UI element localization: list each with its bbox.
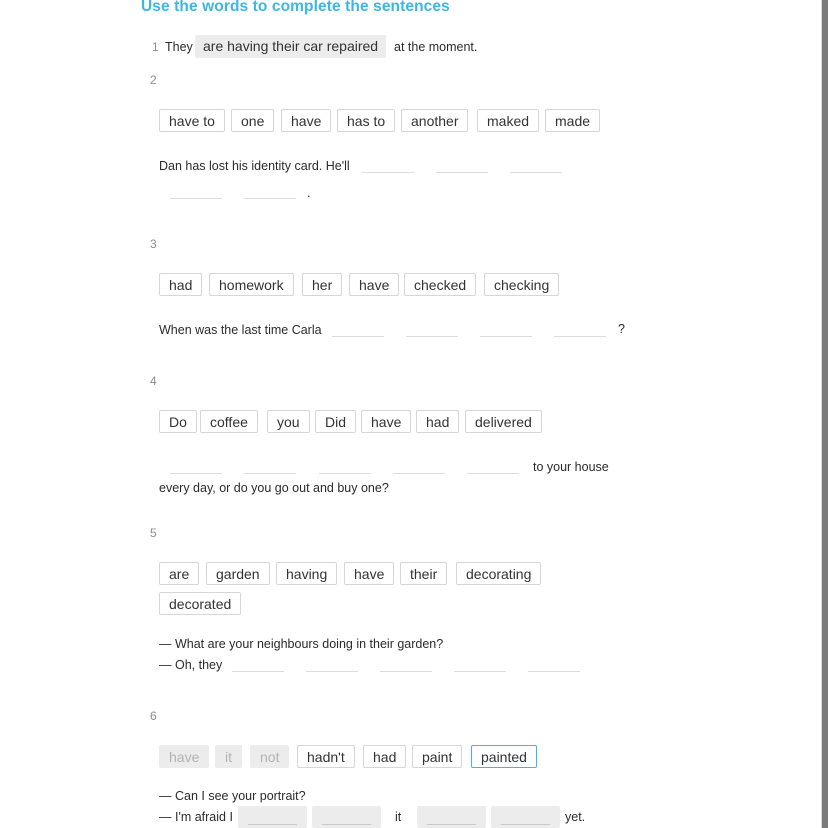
word-tile[interactable]: her [302, 273, 342, 296]
word-tile-used[interactable]: not [250, 745, 289, 768]
word-tile[interactable]: delivered [465, 410, 542, 433]
word-tile[interactable]: you [267, 410, 310, 433]
word-tile-selected[interactable]: painted [471, 745, 537, 768]
word-tile[interactable]: maked [477, 109, 539, 132]
answer-blank[interactable] [362, 172, 414, 173]
word-tile[interactable]: have [344, 562, 394, 585]
sentence-text: Dan has lost his identity card. He'll [159, 159, 350, 173]
word-tile[interactable]: are [159, 562, 199, 585]
dialogue-text: yet. [565, 810, 586, 824]
word-tile[interactable]: have to [159, 109, 225, 132]
scrollbar[interactable] [822, 0, 828, 828]
word-tile[interactable]: paint [412, 745, 462, 768]
sentence-text: . [307, 186, 311, 200]
answer-blank[interactable] [319, 473, 371, 474]
word-tile[interactable]: had [363, 745, 406, 768]
word-tile[interactable]: have [361, 410, 411, 433]
answer-blank[interactable] [454, 671, 506, 672]
question-number: 6 [150, 709, 157, 723]
question-number: 3 [150, 237, 157, 251]
answer-blank[interactable] [554, 336, 606, 337]
exercise-title: Use the words to complete the sentences [141, 0, 450, 15]
question-number: 1 [152, 40, 159, 54]
word-tile[interactable]: one [231, 109, 274, 132]
word-tile[interactable]: garden [206, 562, 270, 585]
word-tile-used[interactable]: have [159, 745, 209, 768]
answer-blank[interactable] [332, 336, 384, 337]
question-number: 2 [150, 73, 157, 87]
dialogue-line: — Can I see your portrait? [159, 789, 306, 803]
word-tile[interactable]: having [276, 562, 337, 585]
word-tile[interactable]: made [545, 109, 600, 132]
word-tile[interactable]: Do [159, 410, 197, 433]
answer-blank[interactable] [406, 336, 458, 337]
answer-blank[interactable] [467, 473, 519, 474]
answer-blank[interactable] [170, 198, 222, 199]
word-tile[interactable]: their [400, 562, 447, 585]
dialogue-text: it [395, 810, 402, 824]
word-tile[interactable]: hadn't [297, 745, 355, 768]
word-tile[interactable]: had [416, 410, 459, 433]
answer-slot[interactable] [312, 806, 381, 828]
answer-slot[interactable] [238, 806, 307, 828]
word-tile[interactable]: decorated [159, 592, 241, 615]
answer-blank[interactable] [480, 336, 532, 337]
sentence-text: at the moment. [394, 40, 478, 54]
word-tile[interactable]: Did [315, 410, 356, 433]
answer-blank[interactable] [510, 172, 562, 173]
sentence-text: every day, or do you go out and buy one? [159, 481, 389, 495]
word-tile[interactable]: coffee [200, 410, 258, 433]
answer-slot[interactable] [417, 806, 486, 828]
dialogue-line: — I'm afraid I [159, 810, 233, 824]
word-tile[interactable]: has to [337, 109, 395, 132]
answer-slot[interactable] [491, 806, 560, 828]
word-tile-used[interactable]: it [215, 745, 242, 768]
answer-blank[interactable] [170, 473, 222, 474]
word-tile[interactable]: decorating [456, 562, 541, 585]
word-tile[interactable]: homework [209, 273, 294, 296]
word-tile[interactable]: have [281, 109, 331, 132]
answer-blank[interactable] [232, 671, 284, 672]
sentence-text: When was the last time Carla [159, 323, 322, 337]
word-tile[interactable]: had [159, 273, 202, 296]
filled-answer[interactable]: are having their car repaired [195, 35, 386, 58]
word-tile[interactable]: checked [404, 273, 476, 296]
answer-blank[interactable] [244, 198, 296, 199]
sentence-text: to your house [533, 460, 609, 474]
answer-blank[interactable] [528, 671, 580, 672]
answer-blank[interactable] [380, 671, 432, 672]
answer-blank[interactable] [436, 172, 488, 173]
sentence-text: They [165, 40, 193, 54]
dialogue-line: — Oh, they [159, 658, 223, 672]
word-tile[interactable]: another [401, 109, 468, 132]
dialogue-line: — What are your neighbours doing in their garden? [159, 637, 444, 651]
answer-blank[interactable] [393, 473, 445, 474]
question-number: 4 [150, 374, 157, 388]
answer-blank[interactable] [244, 473, 296, 474]
sentence-text: ? [618, 322, 625, 336]
answer-blank[interactable] [306, 671, 358, 672]
word-tile[interactable]: have [349, 273, 399, 296]
word-tile[interactable]: checking [484, 273, 559, 296]
question-number: 5 [150, 526, 157, 540]
